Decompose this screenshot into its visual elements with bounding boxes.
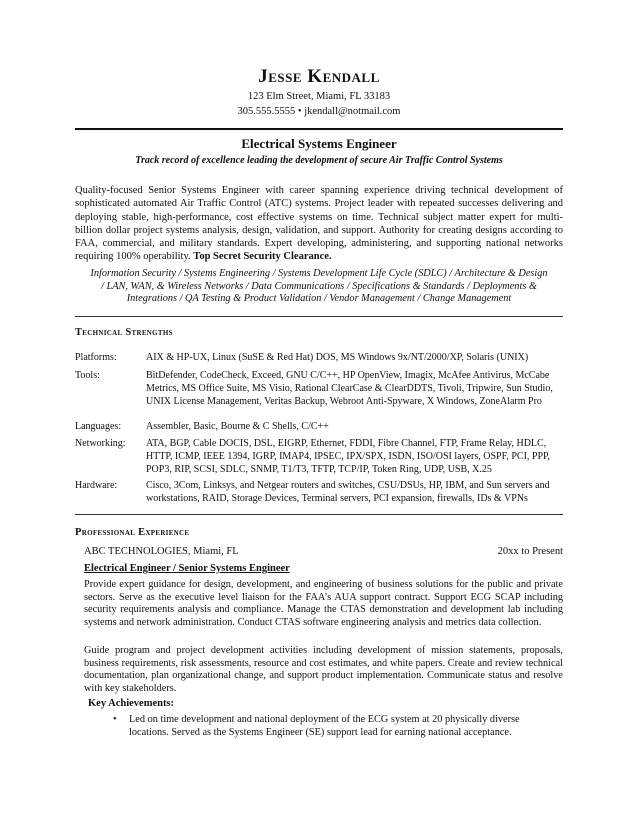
address-line: 123 Elm Street, Miami, FL 33183 bbox=[247, 91, 391, 102]
keywords-line: Information Security / Systems Engineering / Systems Development Life Cycle (SDLC) / Architecture & Design bbox=[90, 268, 548, 279]
tech-value: Cisco, 3Com, Linksys, and Netgear routers and switches, CSU/DSUs, HP, IBM, and Sun servers and workstations, RAID, Storage Devices, Terminal servers, PCI expansion, firewalls, IDs & VPNs bbox=[146, 480, 550, 504]
phone-email-line: 305.555.5555 • jkendall@notmail.com bbox=[237, 106, 401, 117]
tech-label: Platforms: bbox=[75, 352, 117, 363]
header-divider bbox=[75, 128, 563, 130]
bullet-icon: • bbox=[113, 714, 117, 725]
keywords-line: Integrations / QA Testing & Product Validation / Vendor Management / Change Management bbox=[126, 293, 512, 305]
achievement-item: Led on time development and national deployment of the ECG system at 20 physically diverse locations. Served as the Systems Engineer (SE) support lead for earning national acceptance. bbox=[129, 714, 520, 738]
profile-summary bbox=[75, 184, 563, 264]
summary-text: Quality-focused Senior Systems Engineer with career spanning experience driving technical development of sophisticated automated Air Traffic Control (ATC) systems. Project leader with repeated successes delivering and deploying stable, high-performance, cost effective systems on time. Technical subject matter expert for multi-billion dollar project systems analysis, design, validation, and support. Authority for creating designs according to FAA, commercial, and military standards. Expert developing, administering, and supporting national networks requiring 100% operability. bbox=[75, 185, 563, 263]
tech-value: ATA, BGP, Cable DOCIS, DSL, EIGRP, Ethernet, FDDI, Fibre Channel, FTP, Frame Relay, HDLC, HTTP, ICMP, IEEE 1394, IGRP, IMAP4, IPSEC, IPX/SPX, ISDN, ISO/OSI layers, OSPF, PCI, PPP, POP3, RIP, SCSI, SDLC, SNMP, T1/T3, TFTP, TCP/IP, Token Ring, UDP, USB, X.25 bbox=[146, 438, 550, 475]
headline-tagline: Track record of excellence leading the development of secure Air Traffic Control Systems bbox=[135, 155, 503, 166]
tech-label: Networking: bbox=[75, 438, 126, 449]
tech-value: BitDefender, CodeCheck, Exceed, GNU C/C++, HP OpenView, Imagix, McAfee Antivirus, McCabe Metrics, MS Office Suite, MS Visio, Rational ClearCase & ClearDDTS, Tivoli, Tripwire, Sun Studio, UNIX License Management, Veritas Backup, Webroot Anti-Spyware, X Windows, ZoneAlarm Pro bbox=[146, 370, 553, 407]
keywords-block bbox=[75, 268, 563, 306]
tech-label: Hardware: bbox=[75, 480, 118, 491]
headline-title: Electrical Systems Engineer bbox=[241, 136, 397, 151]
section-divider bbox=[75, 514, 563, 515]
job-description: Guide program and project development activities including development of mission statements, proposals, business requirements, risk assessments, resource and cost estimates, and white papers. Create and review technical documentation, plan organizational change, and support product implementation. Communicate status and resolve with key stakeholders. bbox=[84, 645, 563, 694]
candidate-name: Jesse Kendall bbox=[258, 66, 380, 87]
job-title: Electrical Engineer / Senior Systems Engineer bbox=[84, 563, 290, 574]
section-divider bbox=[75, 316, 563, 317]
job-description: Provide expert guidance for design, development, and engineering of business solutions for the public and private sectors. Serve as the executive level liaison for the FAA’s AUA support contract. Support ECG SCAP including security requirements analysis and compliance. Manage the CTAS demonstration and development lab including systems and network administration. Conduct CTAS software engineering analysis and metrics data collection. bbox=[84, 579, 563, 628]
employer-name: ABC TECHNOLOGIES, Miami, FL bbox=[84, 546, 239, 557]
technical-strengths-heading: Technical Strengths bbox=[75, 327, 173, 338]
key-achievements-heading: Key Achievements: bbox=[88, 698, 175, 709]
tech-value: Assembler, Basic, Bourne & C Shells, C/C++ bbox=[146, 421, 329, 432]
clearance-text: Top Secret Security Clearance. bbox=[193, 251, 332, 263]
tech-label: Tools: bbox=[75, 370, 100, 381]
professional-experience-heading: Professional Experience bbox=[75, 527, 190, 538]
tech-label: Languages: bbox=[75, 421, 122, 432]
tech-value: AIX & HP-UX, Linux (SuSE & Red Hat) DOS, MS Windows 9x/NT/2000/XP, Solaris (UNIX) bbox=[146, 352, 529, 363]
keywords-line: / LAN, WAN, & Wireless Networks / Data Communications / Specifications & Standards / Deployments & bbox=[101, 280, 537, 292]
employment-dates: 20xx to Present bbox=[497, 546, 563, 557]
